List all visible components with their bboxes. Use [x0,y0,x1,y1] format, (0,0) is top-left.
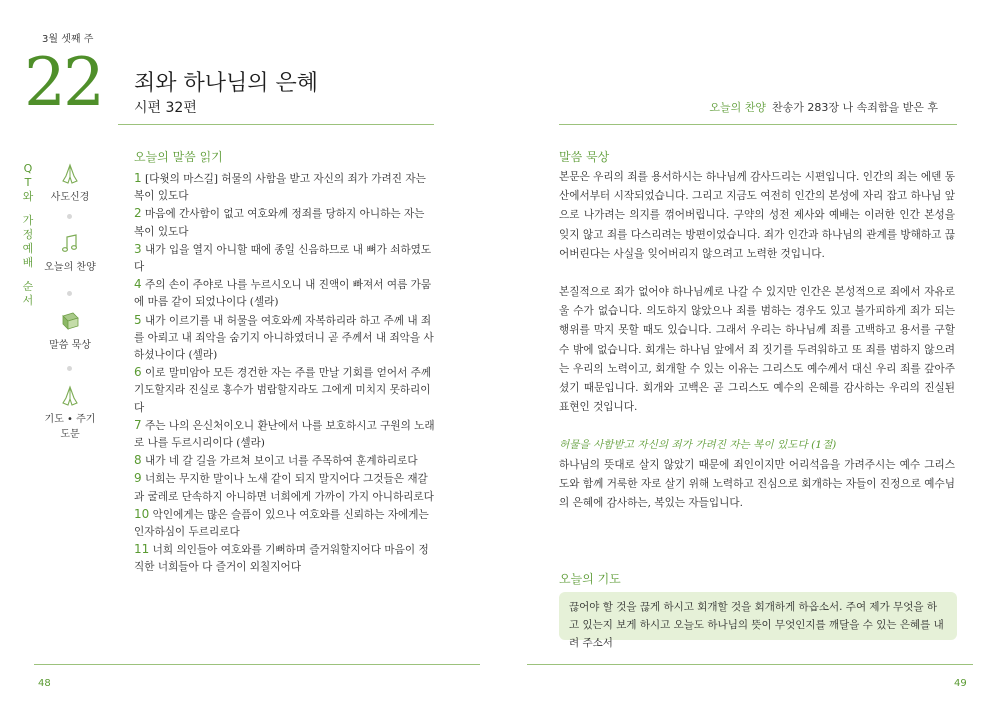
verse-number: 10 [134,506,150,521]
meditation-paragraph: 하나님의 뜻대로 살지 않았기 때문에 죄인이지만 어리석음을 가려주시는 예수 그리스도와 함께 거룩한 자로 살기 위해 노력하고 진심으로 회개하는 자들이 진정으로 예수님의 은혜에 감사하는, 복있는 자들입니다. [559,458,955,510]
verse [134,241,438,276]
separator-dot [67,214,72,219]
prayer-heading: 오늘의 기도 [559,572,621,586]
sidebar-item-hymn[interactable] [40,232,100,273]
day-number: 22 [24,44,102,121]
key-verse-quote: 허물을 사함받고 자신의 죄가 가려진 자는 복이 있도다 (1절) [559,439,837,452]
meditation-paragraph: 본질적으로 죄가 없어야 하나님께로 나갈 수 있지만 인간은 본성적으로 죄에서 자유로울 수가 없습니다. 의도하지 않았으나 죄를 범하는 경우도 있고 불가피하게 죄가 되는 행위를 막지 못할 때도 있습니다. 그래서 우리는 하나님께 죄를 고백하고 용서를 구할 수 밖에 없습니다. 회개는 하나님 앞에서 죄 짓기를 두려워하고 또 죄를 범하지 않으려는 우리의 노력이고, 회개할 수 있는 이유는 그리스도 예수께서 대신 우리 죄를 갚아주셨기 때문입니다. 회개와 고백은 곧 그리스도 예수의 은혜를 감사하는 우리의 진실된 표현인 것입니다. [559,286,955,414]
verse-number: 9 [134,471,142,486]
verse-text: 이로 말미암아 모든 경건한 자는 주를 만날 기회를 얻어서 주께 기도할지라 진실로 홍수가 범람할지라도 그에게 미치지 못하리이다 [134,367,432,414]
meditation-text [559,168,955,513]
verse-number: 1 [134,171,142,185]
meditation-quote-block [559,436,955,513]
page-number-right: 49 [954,678,967,689]
vertical-char: T [24,176,32,189]
verse [134,364,438,417]
verse [134,541,438,576]
separator-dot [67,366,72,371]
verse-text: 주의 손이 주야로 나를 누르시오니 내 진액이 빠져서 여름 가뭄에 마름 같이 되었나이다 (셀라) [134,279,432,309]
bible-book-icon [58,310,82,334]
verse [134,417,438,452]
header-rule-left [118,124,434,125]
verse [134,452,438,470]
praying-hands-icon [58,162,82,186]
verse [134,506,438,541]
vertical-char: Q [23,162,33,175]
verse-text: 너희 의인들아 여호와를 기뻐하며 즐거워할지어다 마음이 정직한 너희들아 다 즐거이 외칠지어다 [134,544,429,574]
scripture-text [134,170,438,577]
sidebar-item-creed[interactable] [40,162,100,203]
verse-text: 내가 이르기를 내 허물을 여호와께 자복하리라 하고 주께 내 죄를 아뢰고 내 죄악을 숨기지 아니하였더니 곧 주께서 내 죄악을 사하셨나이다 (셀라) [134,314,434,362]
sidebar-item-prayer[interactable] [40,384,100,440]
separator-dot [67,291,72,296]
vertical-char: 서 [22,294,34,307]
footer-rule-left [34,664,480,665]
hymn-label: 오늘의 찬양 [709,101,766,114]
hymn-text: 찬송가 283장 나 속죄함을 받은 후 [772,101,938,114]
verse-number: 6 [134,365,142,380]
prayer-box [559,592,957,649]
music-note-icon [58,232,82,256]
vertical-char: 예 [22,242,34,255]
verse-text: 내가 입을 열지 아니할 때에 종일 신음하므로 내 뼈가 쇠하였도다 [134,243,432,274]
reading-heading: 오늘의 말씀 읽기 [134,150,223,164]
meditation-paragraph: 본문은 우리의 죄를 용서하시는 하나님께 감사드리는 시편입니다. 인간의 죄는 에덴 동산에서부터 시작되었습니다. 그리고 지금도 여전히 인간의 본성에 자리 잡고 하나님 앞으로 나가려는 의지를 꺾어버립니다. 구약의 성전 제사와 예배는 이러한 인간 본성을 잊지 않고 죄를 다스리려는 방편이었습니다. 죄가 인간과 하나님의 관계를 방해하고 끊어버린다는 사실을 잊어버리지 않으려고 노력한 것입니다. [559,171,955,260]
vertical-char: 가 [22,214,34,227]
verse-number: 11 [134,542,150,557]
sidebar-item-label: 사도신경 [50,192,90,203]
verse [134,276,438,311]
verse-number: 4 [134,277,142,292]
vertical-char: 정 [22,228,34,241]
qt-vertical-label [22,162,34,308]
page-number-left: 48 [38,678,51,689]
verse [134,170,438,205]
praying-hands-icon [58,384,82,408]
vertical-char: 와 [22,190,34,203]
verse [134,205,438,240]
week-label: 3월 셋째 주 [42,34,94,45]
sidebar-item-label: 기도 • 주기도문 [44,414,96,440]
verse-number: 2 [134,206,142,221]
verse-number: 5 [134,312,142,327]
verse-text: 주는 나의 은신처이오니 환난에서 나를 보호하시고 구원의 노래로 나를 두르시리이다 (셀라) [134,419,435,450]
sidebar-item-label: 말씀 묵상 [49,340,91,351]
page-title: 죄와 하나님의 은혜 [134,71,319,96]
sidebar-item-meditation[interactable] [40,310,100,351]
footer-rule-right [527,664,973,665]
verse-number: 8 [134,453,142,468]
meditation-heading: 말씀 묵상 [559,150,610,164]
verse [134,470,438,505]
verse-number: 3 [134,241,142,256]
verse [134,312,438,365]
verse-text: [다윗의 마스길] 허물의 사함을 받고 자신의 죄가 가려진 자는 복이 있도다 [134,173,426,203]
prayer-text: 끊어야 할 것을 끊게 하시고 회개할 것을 회개하게 하옵소서. 주여 제가 무엇을 하고 있는지 보게 하시고 오늘도 하나님의 뜻이 무엇인지를 깨달을 수 있는 은혜를 내려 주소서 [569,601,944,649]
sidebar-item-label: 오늘의 찬양 [44,262,96,273]
verse-text: 너희는 무지한 말이나 노새 같이 되지 말지어다 그것들은 재갈과 굴레로 단속하지 아니하면 너희에게 가까이 가지 아니하리로다 [134,473,434,503]
verse-text: 내가 네 갈 길을 가르쳐 보이고 너를 주목하여 훈계하리로다 [141,455,418,468]
vertical-char: 배 [22,256,34,269]
passage-reference: 시편 32편 [134,100,197,116]
verse-number: 7 [134,417,142,432]
verse-text: 악인에게는 많은 슬픔이 있으나 여호와를 신뢰하는 자에게는 인자하심이 두르리로다 [134,508,429,539]
verse-text: 마음에 간사함이 없고 여호와께 정죄를 당하지 아니하는 자는 복이 있도다 [134,208,425,238]
hymn-info [709,99,938,115]
vertical-char: 순 [22,280,34,293]
header-rule-right [559,124,957,125]
